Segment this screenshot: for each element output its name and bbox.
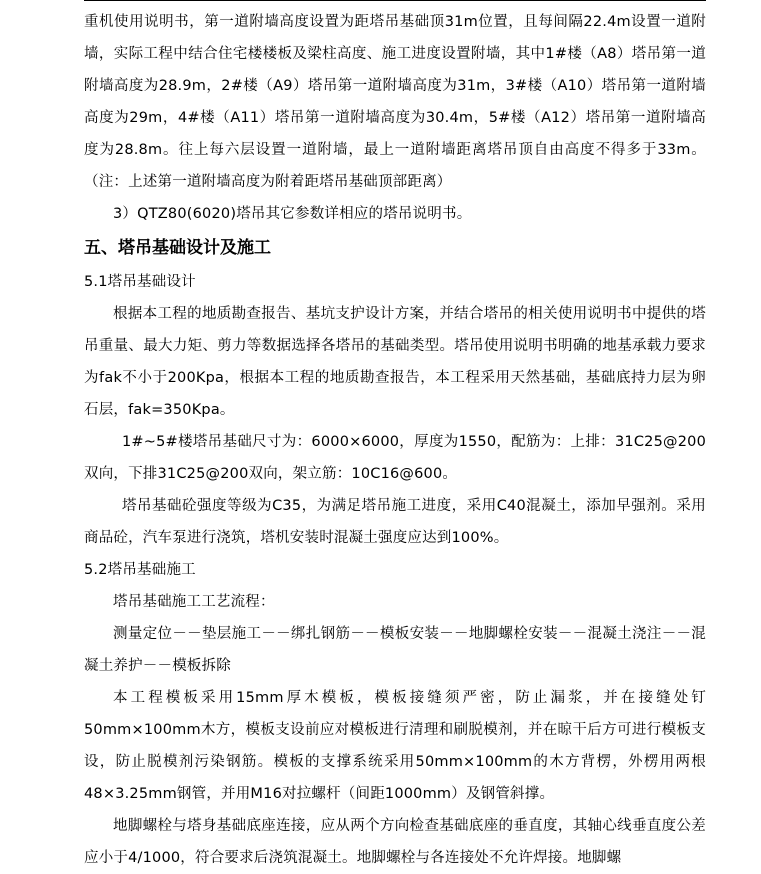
subsection-5-1-heading: 5.1塔吊基础设计 [84,274,196,290]
document-page [84,6,706,874]
paragraph-process-flow: 测量定位－－垫层施工－－绑扎钢筋－－模板安装－－地脚螺栓安装－－混凝土浇注－－混凝土养护－－模板拆除 [84,626,706,674]
paragraph-process-title: 塔吊基础施工工艺流程： [113,594,275,610]
paragraph-qtz80-params: 3）QTZ80(6020)塔吊其它参数详相应的塔吊说明书。 [113,206,472,222]
subsection-5-2-heading: 5.2塔吊基础施工 [84,562,196,578]
paragraph-anchor-bolts: 地脚螺栓与塔身基础底座连接，应从两个方向检查基础底座的垂直度，其轴心线垂直度公差应小于4/1000，符合要求后浇筑混凝土。地脚螺栓与各连接处不允许焊接。地脚螺 [84,818,706,866]
paragraph-formwork: 本工程模板采用15mm厚木模板，模板接缝须严密，防止漏浆，并在接缝处钉50mm×100mm木方，模板支设前应对模板进行清理和刷脱模剂，并在晾干后方可进行模板支设，防止脱模剂污染钢筋。模板的支撑系统采用50mm×100mm的木方背楞，外楞用两根48×3.25mm钢管，并用M16对拉螺杆（间距1000mm）及钢管斜撑。 [84,690,706,802]
paragraph-wall-attachment: 重机使用说明书，第一道附墙高度设置为距塔吊基础顶31m位置，且每间隔22.4m设置一道附墙，实际工程中结合住宅楼楼板及梁柱高度、施工进度设置附墙，其中1#楼（A8）塔吊第一道附墙高度为28.9m，2#楼（A9）塔吊第一道附墙高度为31m，3#楼（A10）塔吊第一道附墙高度为29m，4#楼（A11）塔吊第一道附墙高度为30.4m，5#楼（A12）塔吊第一道附墙高度为28.8m。往上每六层设置一道附墙，最上一道附墙距离塔吊顶自由高度不得多于33m。（注：上述第一道附墙高度为附着距塔吊基础顶部距离） [84,14,706,190]
header-rule [84,0,706,1]
paragraph-concrete-grade: 塔吊基础砼强度等级为C35，为满足塔吊施工进度，采用C40混凝土，添加早强剂。采用商品砼，汽车泵进行浇筑，塔机安装时混凝土强度应达到100%。 [84,498,706,546]
section-5-heading: 五、塔吊基础设计及施工 [84,238,271,258]
paragraph-foundation-design: 根据本工程的地质勘查报告、基坑支护设计方案，并结合塔吊的相关使用说明书中提供的塔吊重量、最大力矩、剪力等数据选择各塔吊的基础类型。塔吊使用说明书明确的地基承载力要求为fak不小于200Kpa，根据本工程的地质勘查报告，本工程采用天然基础，基础底持力层为卵石层，fak=350Kpa。 [84,306,706,418]
paragraph-foundation-size: 1#~5#楼塔吊基础尺寸为：6000×6000，厚度为1550，配筋为：上排：31C25@200双向，下排31C25@200双向，架立筋：10C16@600。 [84,434,706,482]
